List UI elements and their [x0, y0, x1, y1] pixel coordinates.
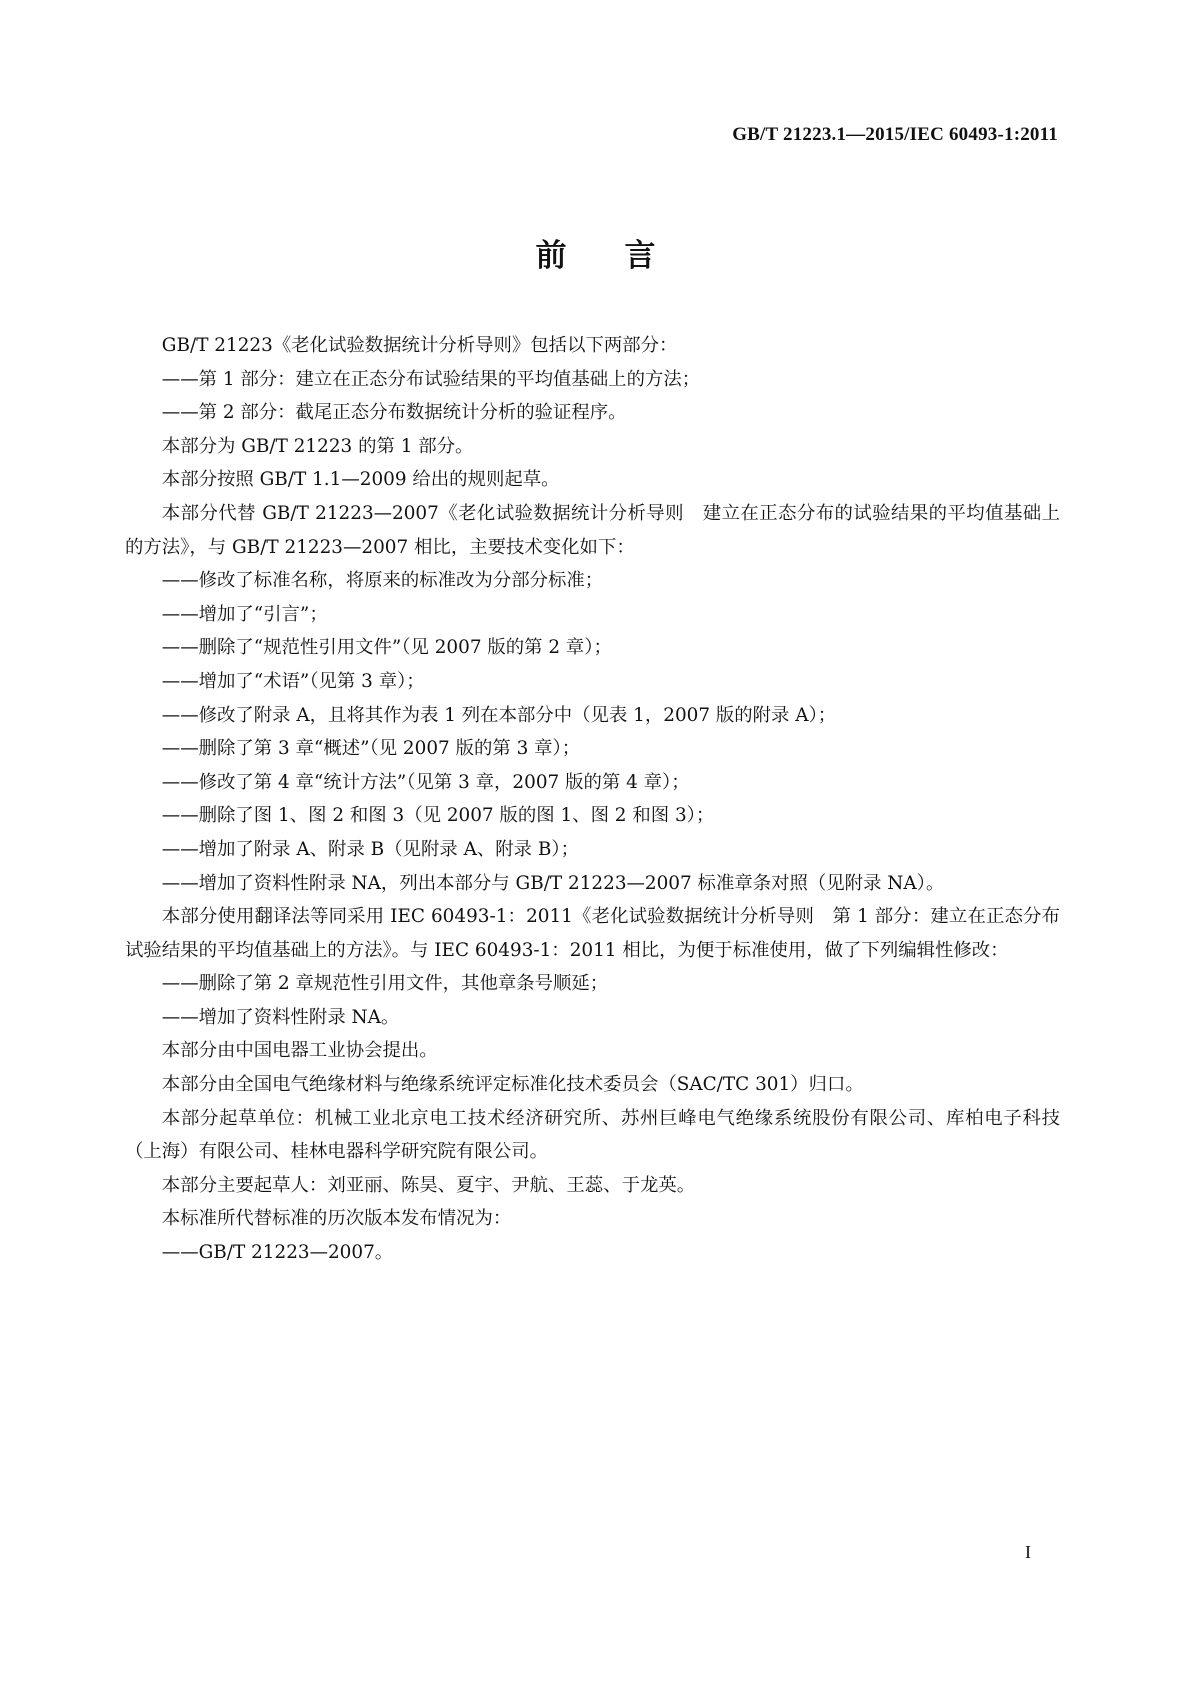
- paragraph: 本部分代替 GB/T 21223—2007《老化试验数据统计分析导则 建立在正态分布的试验结果的平均值基础上的方法》，与 GB/T 21223—2007 相比，主要技术变化如下：: [125, 502, 1060, 558]
- list-item: ——删除了“规范性引用文件”（见 2007 版的第 2 章）；: [161, 637, 612, 659]
- foreword-body: [125, 329, 1060, 1270]
- list-item: ——GB/T 21223—2007。: [161, 1242, 394, 1264]
- page-title: 前言: [535, 238, 714, 274]
- paragraph: 本部分按照 GB/T 1.1—2009 给出的规则起草。: [161, 469, 560, 491]
- paragraph: 本部分主要起草人：刘亚丽、陈昊、夏宇、尹航、王蕊、于龙英。: [161, 1174, 696, 1196]
- list-item: ——增加了附录 A、附录 B（见附录 A、附录 B）；: [161, 838, 579, 860]
- standard-code: GB/T 21223.1—2015/IEC 60493-1:2011: [732, 124, 1058, 145]
- list-item: ——增加了资料性附录 NA，列出本部分与 GB/T 21223—2007 标准章条对照（见附录 NA）。: [161, 872, 945, 894]
- paragraph: 本标准所代替标准的历次版本发布情况为：: [161, 1208, 512, 1230]
- paragraph: 本部分为 GB/T 21223 的第 1 部分。: [161, 435, 474, 457]
- list-item: ——删除了第 3 章“概述”（见 2007 版的第 3 章）；: [161, 738, 581, 760]
- list-item: ——增加了“引言”；: [161, 603, 328, 625]
- paragraph: 本部分由全国电气绝缘材料与绝缘系统评定标准化技术委员会（SAC/TC 301）归口。: [161, 1074, 864, 1096]
- paragraph: GB/T 21223《老化试验数据统计分析导则》包括以下两部分：: [161, 335, 678, 356]
- list-item: ——增加了资料性附录 NA。: [161, 1006, 400, 1028]
- list-item: ——第 2 部分：截尾正态分布数据统计分析的验证程序。: [161, 402, 627, 424]
- paragraph: 本部分由中国电器工业协会提出。: [161, 1040, 438, 1062]
- list-item: ——修改了附录 A，且将其作为表 1 列在本部分中（见表 1，2007 版的附录 A）；: [161, 704, 837, 726]
- list-item: ——第 1 部分：建立在正态分布试验结果的平均值基础上的方法；: [161, 368, 701, 390]
- list-item: ——删除了图 1、图 2 和图 3（见 2007 版的图 1、图 2 和图 3）；: [161, 805, 715, 827]
- page-number: I: [1025, 1542, 1031, 1562]
- list-item: ——修改了第 4 章“统计方法”（见第 3 章，2007 版的第 4 章）；: [161, 771, 690, 793]
- paragraph: 本部分使用翻译法等同采用 IEC 60493-1：2011《老化试验数据统计分析导则 第 1 部分：建立在正态分布试验结果的平均值基础上的方法》。与 IEC 60493-1：2011 相比，为便于标准使用，做了下列编辑性修改：: [125, 906, 1060, 961]
- list-item: ——增加了“术语”（见第 3 章）；: [161, 670, 425, 692]
- paragraph: 本部分起草单位：机械工业北京电工技术经济研究所、苏州巨峰电气绝缘系统股份有限公司、库柏电子科技（上海）有限公司、桂林电器科学研究院有限公司。: [125, 1107, 1060, 1163]
- list-item: ——修改了标准名称，将原来的标准改为分部分标准；: [161, 570, 604, 592]
- list-item: ——删除了第 2 章规范性引用文件，其他章条号顺延；: [161, 973, 609, 995]
